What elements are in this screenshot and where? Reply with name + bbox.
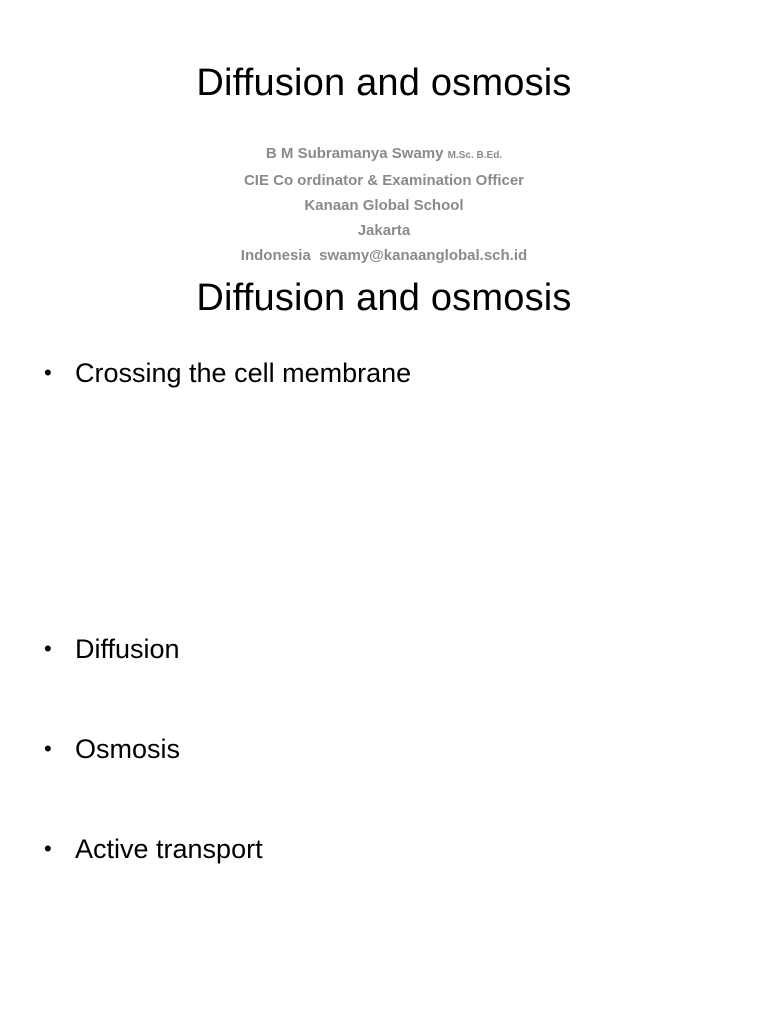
- bullet-icon: •: [44, 836, 52, 861]
- slide-title: Diffusion and osmosis: [196, 62, 572, 104]
- list-item: [44, 633, 180, 665]
- title-slide: [0, 0, 768, 268]
- bullet-icon: •: [44, 736, 52, 761]
- list-item: [44, 833, 263, 865]
- author-country-email: Indonesia swamy@kanaanglobal.sch.id: [240, 247, 528, 264]
- author-info: [0, 141, 768, 268]
- slide-title: Diffusion and osmosis: [196, 277, 572, 319]
- bullet-text: Diffusion: [75, 634, 180, 664]
- author-name: B M Subramanya Swamy: [265, 145, 444, 162]
- bullet-text: Crossing the cell membrane: [75, 358, 412, 388]
- author-name-line: [0, 141, 768, 168]
- author-role: CIE Co ordinator & Examination Officer: [243, 172, 525, 189]
- bullet-icon: •: [44, 636, 52, 661]
- bullet-text: Active transport: [75, 834, 263, 864]
- author-school: Kanaan Global School: [304, 197, 464, 214]
- author-degrees: M.Sc. B.Ed.: [447, 150, 503, 161]
- list-item: [44, 357, 411, 389]
- list-item: [44, 733, 180, 765]
- bullet-icon: •: [44, 360, 52, 385]
- content-slide: [0, 268, 768, 1024]
- bullet-text: Osmosis: [75, 734, 181, 764]
- author-city: Jakarta: [357, 222, 411, 239]
